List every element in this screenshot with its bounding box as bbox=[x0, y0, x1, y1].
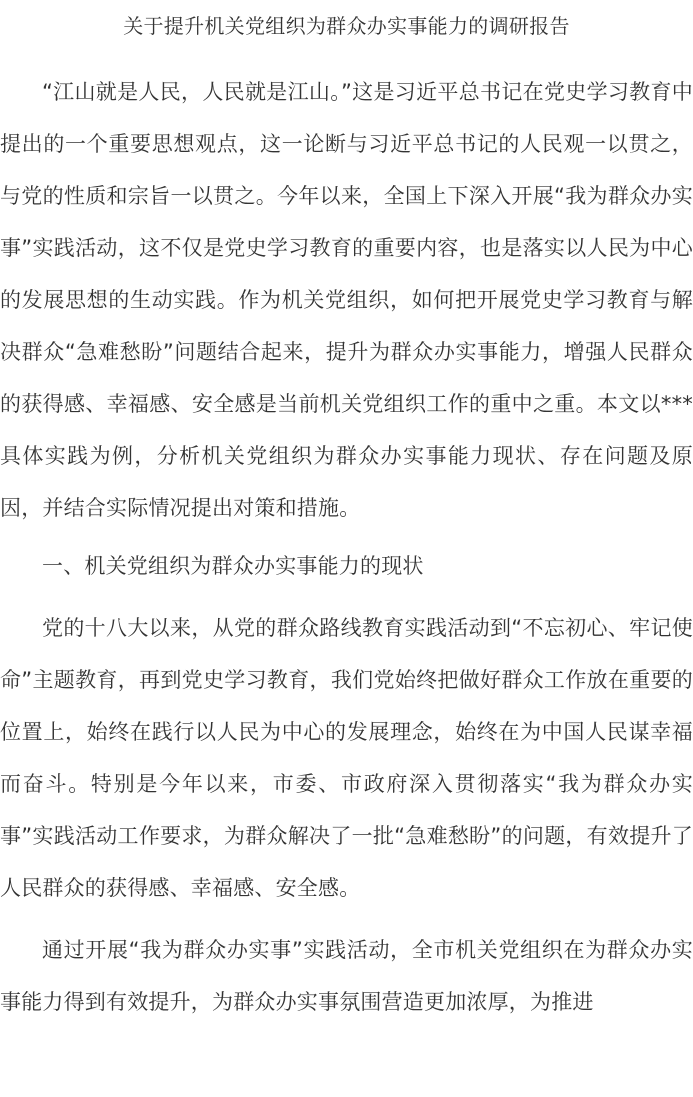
intro-paragraph: “江山就是人民，人民就是江山。”这是习近平总书记在党史学习教育中提出的一个重要思想观点，这一论断与习近平总书记的人民观一以贯之，与党的性质和宗旨一以贯之。今年以来，全国上下深入开展“我为群众办实事”实践活动，这不仅是党史学习教育的重要内容，也是落实以人民为中心的发展思想的生动实践。作为机关党组织，如何把开展党史学习教育与解决群众“急难愁盼”问题结合起来，提升为群众办实事能力，增强人民群众的获得感、幸福感、安全感是当前机关党组织工作的重中之重。本文以***具体实践为例，分析机关党组织为群众办实事能力现状、存在问题及原因，并结合实际情况提出对策和措施。 bbox=[0, 80, 693, 520]
body-paragraph: 通过开展“我为群众办实事”实践活动，全市机关党组织在为群众办实事能力得到有效提升，为群众办实事氛围营造更加浓厚，为推进 bbox=[0, 938, 693, 1014]
section-heading: 一、机关党组织为群众办实事能力的现状 bbox=[42, 554, 424, 578]
document-title: 关于提升机关党组织为群众办实事能力的调研报告 bbox=[123, 14, 570, 38]
body-paragraph: 党的十八大以来，从党的群众路线教育实践活动到“不忘初心、牢记使命”主题教育，再到党史学习教育，我们党始终把做好群众工作放在重要的位置上，始终在践行以人民为中心的发展理念，始终在为中国人民谋幸福而奋斗。特别是今年以来，市委、市政府深入贯彻落实“我为群众办实事”实践活动工作要求，为群众解决了一批“急难愁盼”的问题，有效提升了人民群众的获得感、幸福感、安全感。 bbox=[0, 616, 693, 900]
